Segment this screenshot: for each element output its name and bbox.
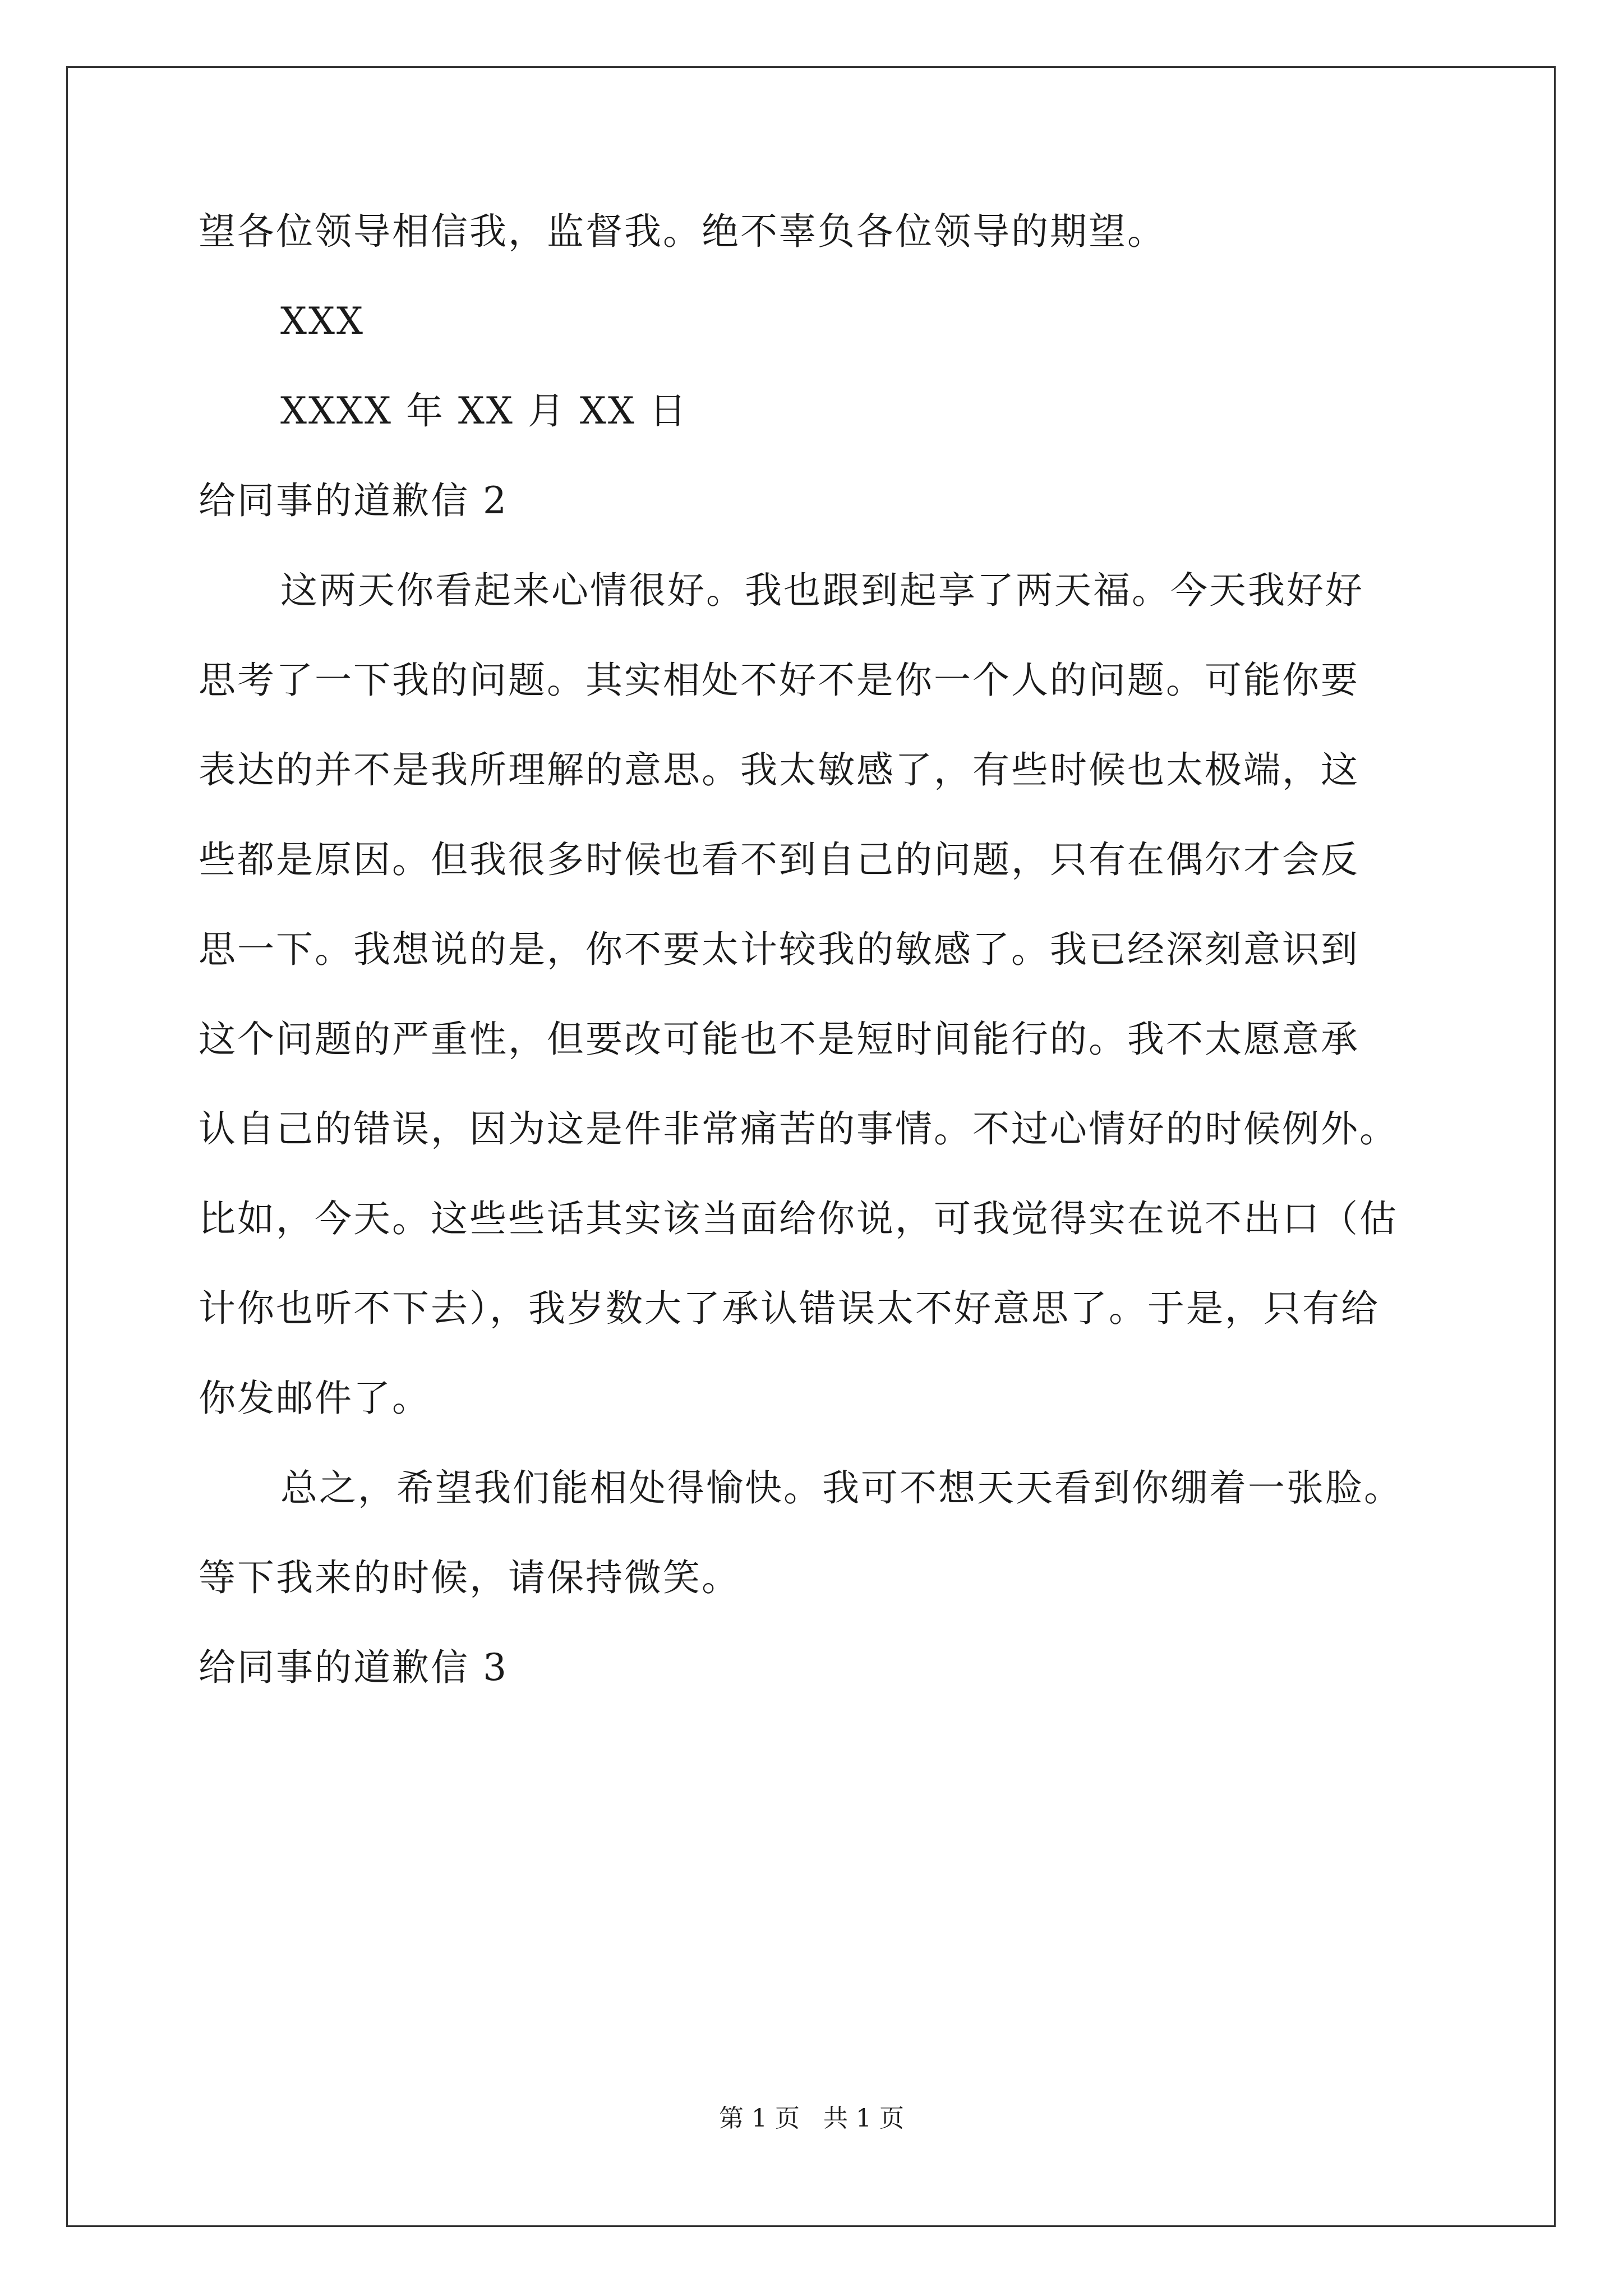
text-line: 你发邮件了。 <box>199 1377 431 1420</box>
text-line: 比如，今天。这些些话其实该当面给你说，可我觉得实在说不出口（估 <box>199 1197 1398 1240</box>
text-line: 等下我来的时候，请保持微笑。 <box>199 1556 740 1599</box>
page-footer <box>0 2098 1623 2134</box>
section-heading: 给同事的道歉信 3 <box>199 1646 508 1689</box>
text-line: 总之，希望我们能相处得愉快。我可不想天天看到你绷着一张脸。 <box>280 1466 1403 1510</box>
text-line: 思一下。我想说的是，你不要太计较我的敏感了。我已经深刻意识到 <box>199 928 1359 971</box>
text-line: 这两天你看起来心情很好。我也跟到起享了两天福。今天我好好 <box>280 569 1364 612</box>
page-number: 第 1 页 <box>719 2104 800 2133</box>
page-total: 共 1 页 <box>823 2104 904 2133</box>
text-line: 表达的并不是我所理解的意思。我太敏感了，有些时候也太极端，这 <box>199 748 1359 792</box>
text-line: 这个问题的严重性，但要改可能也不是短时间能行的。我不太愿意承 <box>199 1018 1359 1061</box>
document-body <box>199 210 1432 1739</box>
text-line: 计你也听不下去），我岁数大了承认错误太不好意思了。于是，只有给 <box>199 1287 1380 1330</box>
text-line: 思考了一下我的问题。其实相处不好不是你一个人的问题。可能你要 <box>199 659 1359 702</box>
section-heading: 给同事的道歉信 2 <box>199 479 508 522</box>
text-line: 些都是原因。但我很多时候也看不到自己的问题，只有在偶尔才会反 <box>199 838 1359 881</box>
signature-date: XXXX 年 XX 月 XX 日 <box>280 389 688 432</box>
text-line: 望各位领导相信我，监督我。绝不辜负各位领导的期望。 <box>199 210 1166 253</box>
text-line: 认自己的错误，因为这是件非常痛苦的事情。不过心情好的时候例外。 <box>199 1107 1398 1151</box>
signature-name: XXX <box>280 300 365 343</box>
